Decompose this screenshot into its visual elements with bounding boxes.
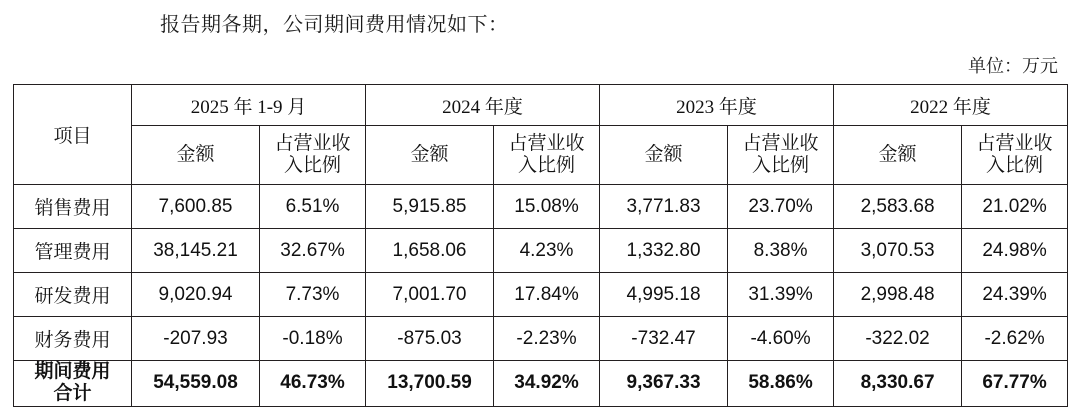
cell-finance-2022-amount: -322.02 <box>834 317 962 361</box>
header-amount-2024: 金额 <box>366 126 494 185</box>
cell-sales-2022-ratio: 21.02% <box>962 185 1068 229</box>
cell-rnd-2022-amount: 2,998.48 <box>834 273 962 317</box>
cell-finance-2024-ratio: -2.23% <box>494 317 600 361</box>
cell-admin-2025-ratio: 32.67% <box>260 229 366 273</box>
cell-sales-2023-amount: 3,771.83 <box>600 185 728 229</box>
intro-paragraph: 报告期各期，公司期间费用情况如下： <box>160 14 509 36</box>
header-ratio-line1-2023: 占营业收 <box>742 132 819 154</box>
header-ratio-line2-2022: 入比例 <box>986 155 1044 176</box>
cell-finance-2023-amount: -732.47 <box>600 317 728 361</box>
cell-total-2025-ratio: 46.73% <box>260 361 366 407</box>
header-amount-2025: 金额 <box>132 126 260 185</box>
expenses-table-container <box>13 84 1067 407</box>
cell-total-2024-ratio: 34.92% <box>494 361 600 407</box>
header-ratio-line1-2024: 占营业收 <box>508 132 585 154</box>
cell-total-2024-amount: 13,700.59 <box>366 361 494 407</box>
cell-finance-2025-ratio: -0.18% <box>260 317 366 361</box>
row-label-admin: 管理费用 <box>14 229 132 273</box>
header-period-2024: 2024 年度 <box>366 85 600 126</box>
header-ratio-line2-2024: 入比例 <box>518 155 576 176</box>
table-row <box>14 273 1068 317</box>
cell-sales-2025-amount: 7,600.85 <box>132 185 260 229</box>
cell-admin-2022-amount: 3,070.53 <box>834 229 962 273</box>
cell-admin-2025-amount: 38,145.21 <box>132 229 260 273</box>
table-header <box>14 85 1068 185</box>
cell-rnd-2024-amount: 7,001.70 <box>366 273 494 317</box>
cell-total-2022-amount: 8,330.67 <box>834 361 962 407</box>
table-body <box>14 185 1068 407</box>
cell-rnd-2023-amount: 4,995.18 <box>600 273 728 317</box>
table-header-row-periods <box>14 85 1068 126</box>
cell-rnd-2022-ratio: 24.39% <box>962 273 1068 317</box>
cell-rnd-2025-amount: 9,020.94 <box>132 273 260 317</box>
cell-rnd-2024-ratio: 17.84% <box>494 273 600 317</box>
table-header-row-subs <box>14 126 1068 185</box>
cell-total-2023-amount: 9,367.33 <box>600 361 728 407</box>
row-label-total-line2: 合计 <box>53 383 92 405</box>
cell-admin-2023-ratio: 8.38% <box>728 229 834 273</box>
header-period-2023: 2023 年度 <box>600 85 834 126</box>
header-ratio-line1-2022: 占营业收 <box>976 132 1053 154</box>
cell-sales-2022-amount: 2,583.68 <box>834 185 962 229</box>
header-item: 项目 <box>14 85 132 185</box>
header-ratio-2022 <box>962 126 1068 185</box>
header-ratio-2024 <box>494 126 600 185</box>
table-row <box>14 229 1068 273</box>
cell-finance-2024-amount: -875.03 <box>366 317 494 361</box>
header-ratio-line2-2025: 入比例 <box>284 155 342 176</box>
cell-admin-2024-amount: 1,658.06 <box>366 229 494 273</box>
header-amount-2023: 金额 <box>600 126 728 185</box>
row-label-total <box>14 361 132 407</box>
header-ratio-2023 <box>728 126 834 185</box>
header-amount-2022: 金额 <box>834 126 962 185</box>
header-ratio-line1-2025: 占营业收 <box>274 132 351 154</box>
unit-note: 单位：万元 <box>968 56 1058 76</box>
row-label-sales: 销售费用 <box>14 185 132 229</box>
cell-rnd-2025-ratio: 7.73% <box>260 273 366 317</box>
cell-finance-2022-ratio: -2.62% <box>962 317 1068 361</box>
cell-total-2022-ratio: 67.77% <box>962 361 1068 407</box>
cell-admin-2022-ratio: 24.98% <box>962 229 1068 273</box>
row-label-finance: 财务费用 <box>14 317 132 361</box>
cell-sales-2024-amount: 5,915.85 <box>366 185 494 229</box>
header-ratio-line2-2023: 入比例 <box>752 155 810 176</box>
cell-admin-2024-ratio: 4.23% <box>494 229 600 273</box>
cell-sales-2025-ratio: 6.51% <box>260 185 366 229</box>
cell-admin-2023-amount: 1,332.80 <box>600 229 728 273</box>
row-label-total-line1: 期间费用 <box>34 361 111 382</box>
cell-total-2025-amount: 54,559.08 <box>132 361 260 407</box>
cell-total-2023-ratio: 58.86% <box>728 361 834 407</box>
cell-rnd-2023-ratio: 31.39% <box>728 273 834 317</box>
cell-sales-2024-ratio: 15.08% <box>494 185 600 229</box>
header-period-2022: 2022 年度 <box>834 85 1068 126</box>
table-row <box>14 317 1068 361</box>
header-ratio-2025 <box>260 126 366 185</box>
cell-finance-2025-amount: -207.93 <box>132 317 260 361</box>
table-row <box>14 185 1068 229</box>
cell-finance-2023-ratio: -4.60% <box>728 317 834 361</box>
period-expenses-table <box>13 84 1068 407</box>
header-period-2025: 2025 年 1-9 月 <box>132 85 366 126</box>
row-label-rnd: 研发费用 <box>14 273 132 317</box>
cell-sales-2023-ratio: 23.70% <box>728 185 834 229</box>
table-row-total <box>14 361 1068 407</box>
